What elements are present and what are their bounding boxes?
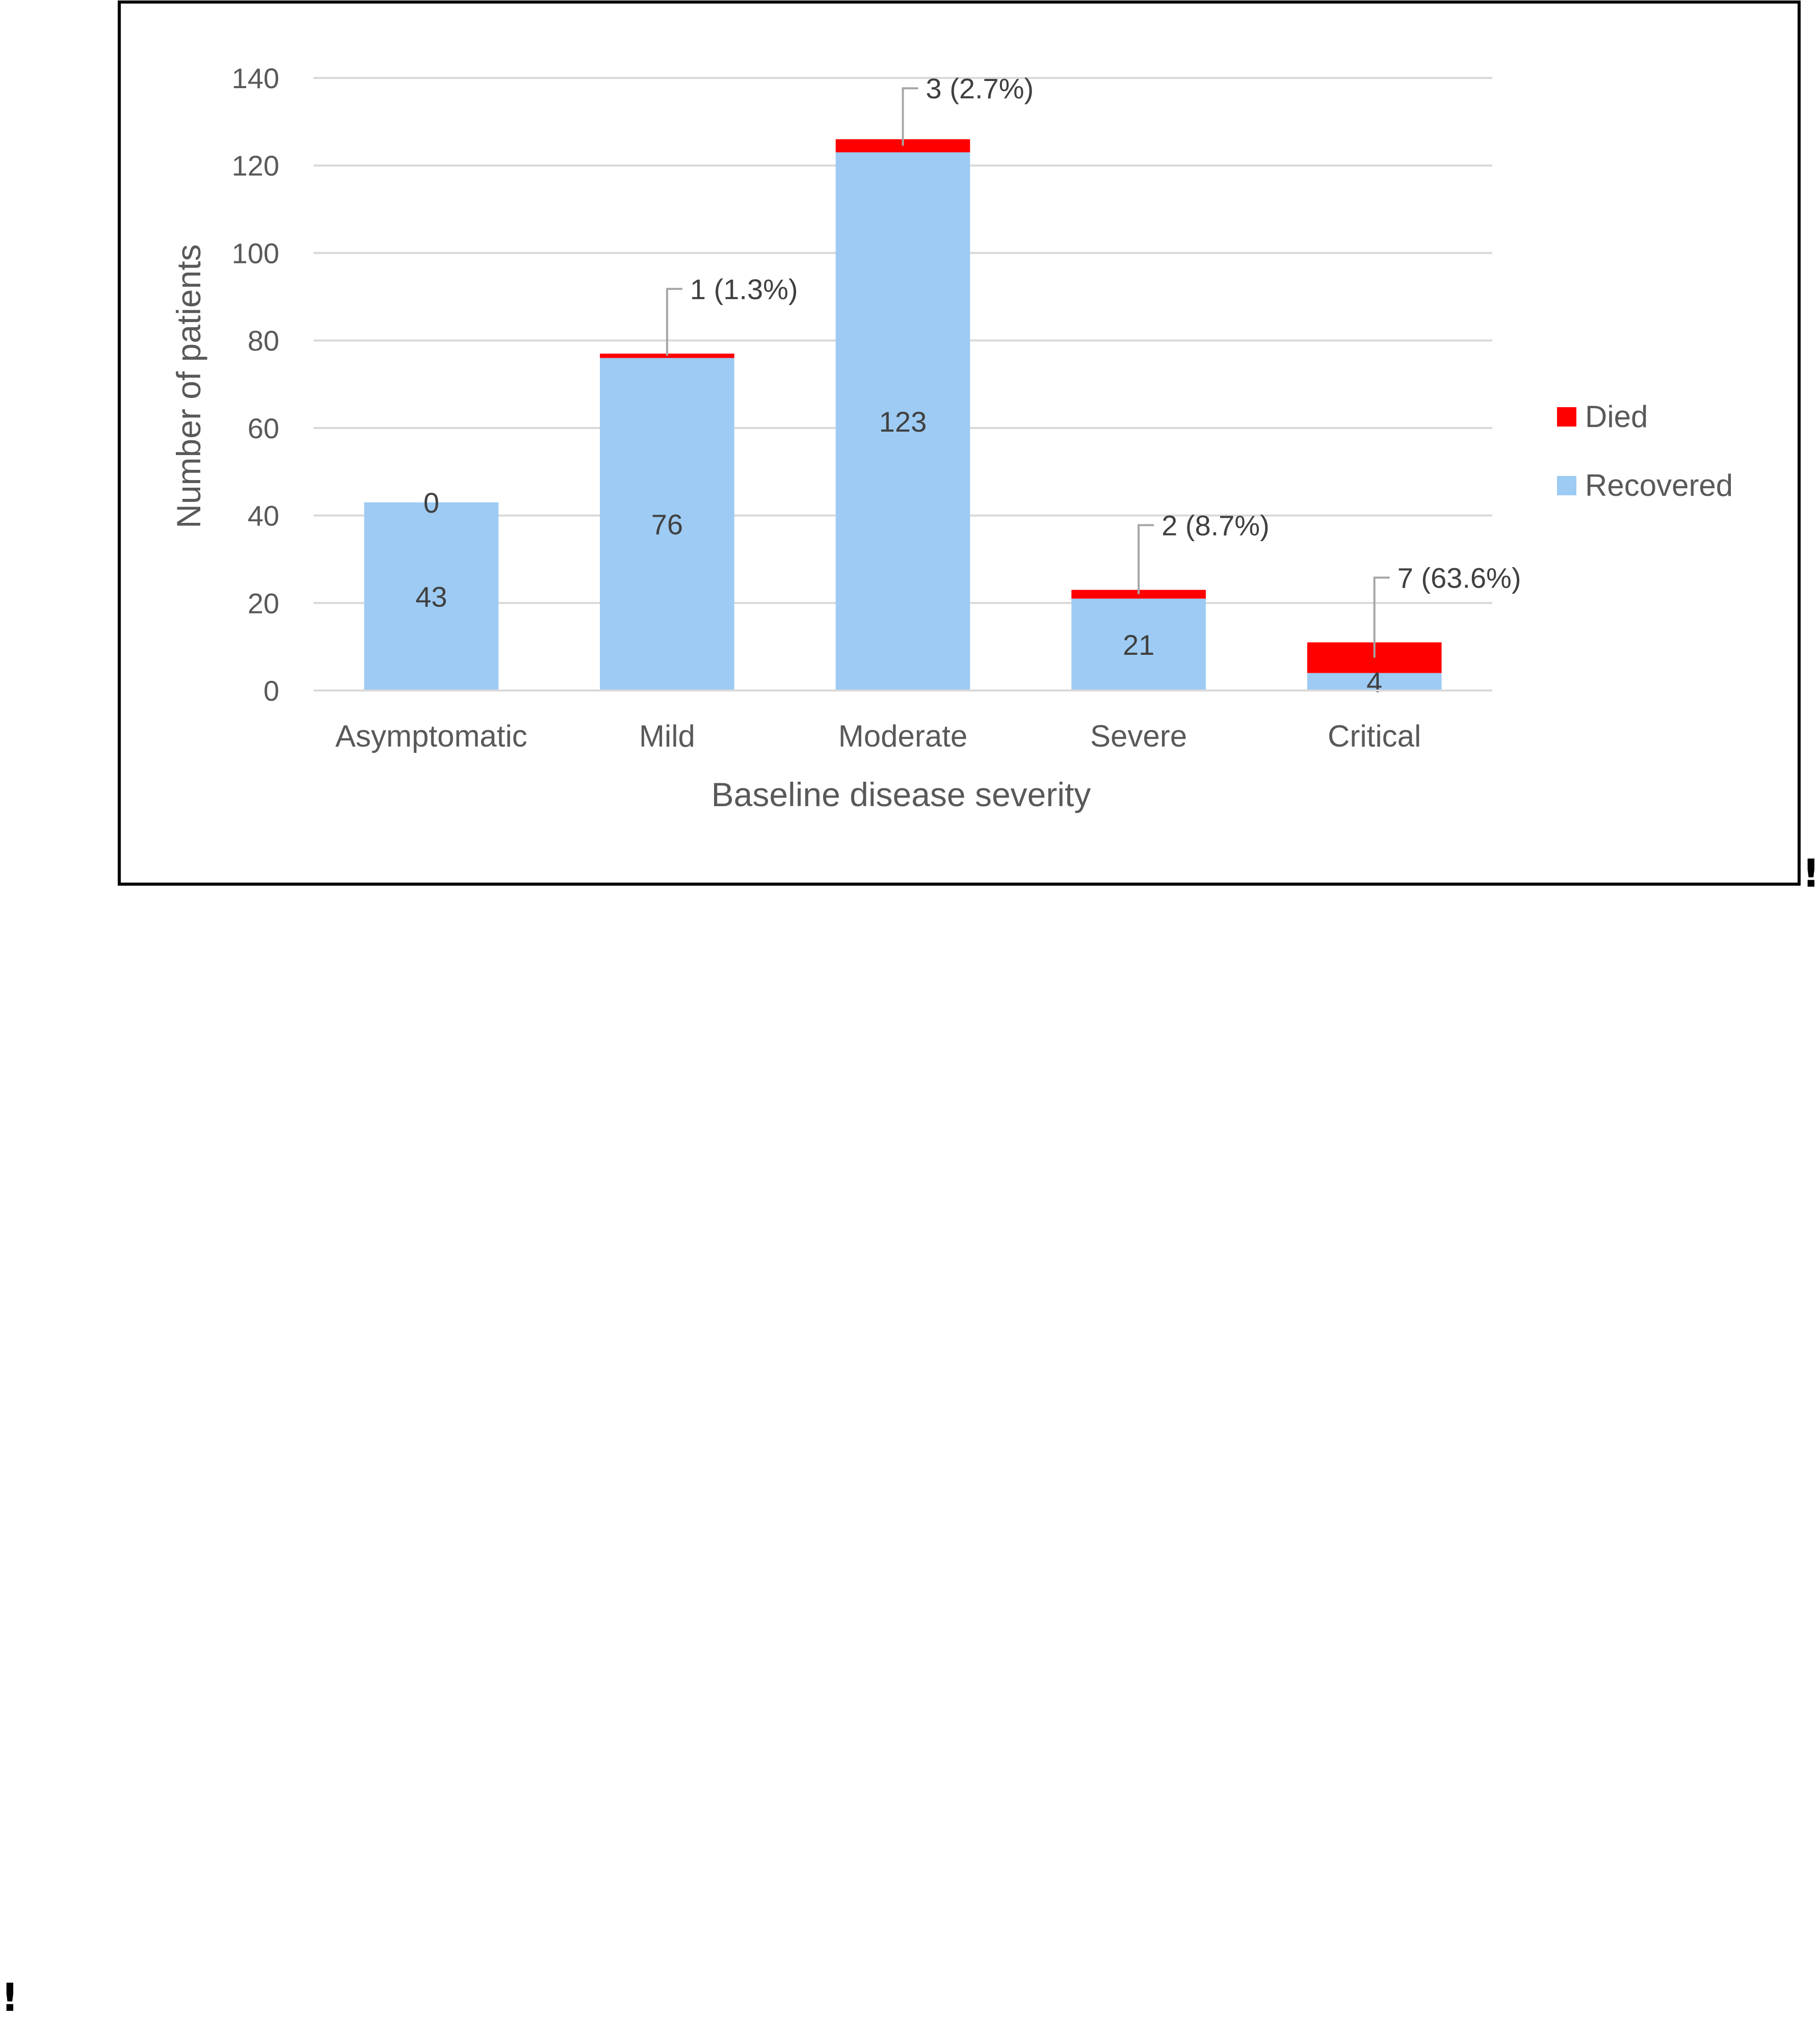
x-category-label: Moderate (838, 719, 968, 753)
y-tick-label: 140 (231, 62, 279, 94)
data-label-recovered: 21 (1122, 628, 1155, 661)
x-category-label: Asymptomatic (335, 719, 527, 753)
data-label-died: 3 (2.7%) (926, 72, 1034, 105)
data-label-died: 1 (1.3%) (690, 273, 798, 305)
y-tick-label: 40 (247, 499, 279, 532)
y-tick-label: 100 (231, 237, 279, 270)
x-category-label: Severe (1090, 719, 1188, 753)
y-tick-label: 80 (247, 325, 279, 357)
data-label-recovered: 76 (651, 508, 683, 541)
data-label-recovered: 43 (415, 580, 447, 613)
y-tick-label: 20 (247, 587, 279, 620)
exclamation-mark-bottom-left: ! (1, 1975, 19, 2020)
y-tick-label: 0 (263, 675, 279, 707)
legend-swatch (1557, 476, 1576, 495)
data-label-recovered: 123 (879, 405, 927, 438)
y-tick-label: 120 (231, 149, 279, 182)
x-category-label: Mild (639, 719, 695, 753)
y-axis-title: Number of patients (170, 244, 207, 528)
x-category-label: Critical (1328, 719, 1421, 753)
x-axis-title: Baseline disease severity (711, 776, 1091, 813)
legend-label: Died (1585, 400, 1648, 434)
legend-label: Recovered (1585, 468, 1733, 502)
data-label-died: 0 (423, 486, 439, 519)
data-label-died: 7 (63.6%) (1397, 562, 1521, 594)
data-label-recovered: 4 (1366, 666, 1383, 698)
exclamation-mark-top-right: ! (1802, 850, 1820, 896)
data-label-died: 2 (8.7%) (1162, 509, 1270, 542)
legend-swatch (1557, 407, 1576, 427)
y-tick-label: 60 (247, 412, 279, 444)
